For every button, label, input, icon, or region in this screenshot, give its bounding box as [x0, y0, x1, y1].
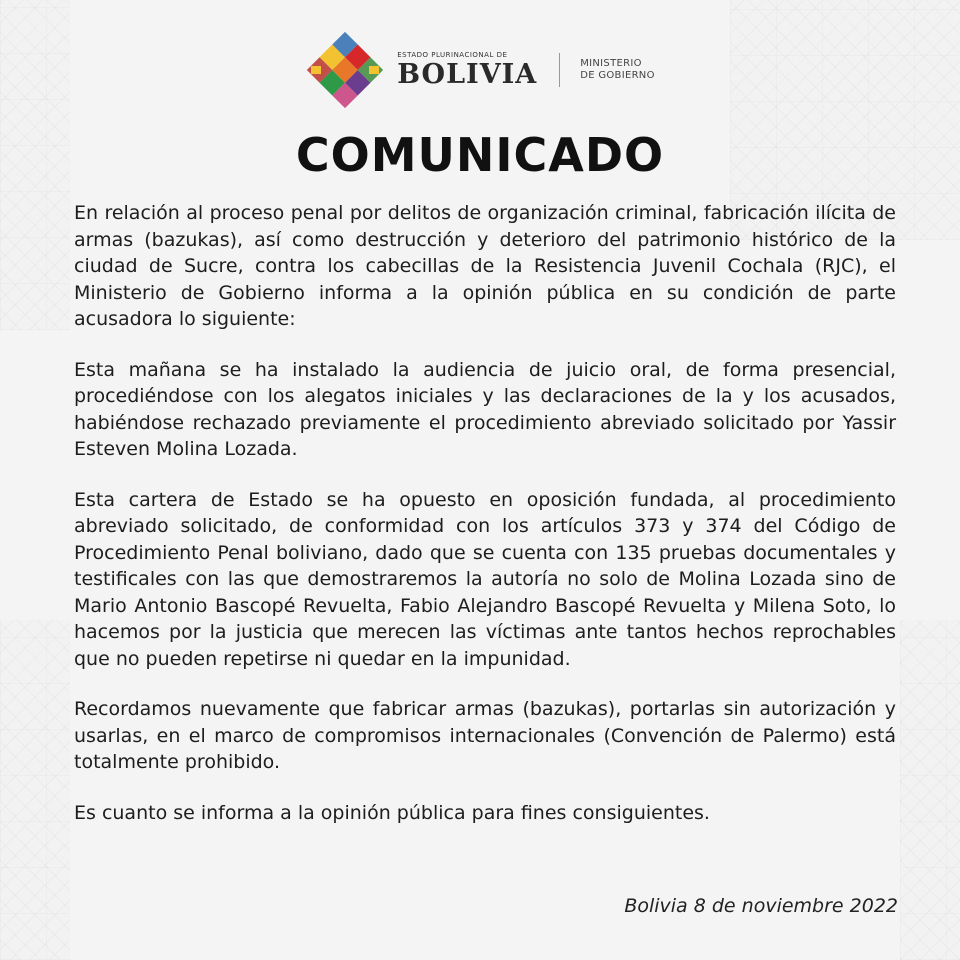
- brand-subtitle: ESTADO PLURINACIONAL DE: [397, 51, 508, 59]
- date-line: Bolivia 8 de noviembre 2022: [624, 895, 898, 917]
- paragraph-3: Esta cartera de Estado se ha opuesto en oposición fundada, al procedimiento abreviado solicitado, de conformidad con los artículos 373 y 374 del Código de Procedimiento Penal boliviano, dado que se cuenta con 135 pruebas documentales y testificales con las que demostraremos la autoría no solo de Molina Lozada sino de Mario Antonio Bascopé Revuelta, Fabio Alejandro Bascopé Revuelta y Milena Soto, lo hacemos por la justicia que merecen las víctimas ante tantos hechos reprochables que no pueden repetirse ni quedar en la impunidad.: [74, 488, 896, 670]
- paragraph-5: Es cuanto se informa a la opinión pública para fines consiguientes.: [74, 801, 710, 824]
- logo-divider: [559, 53, 560, 87]
- decorative-pattern-left-bottom: [0, 620, 70, 960]
- ministry-line-1: MINISTERIO: [580, 58, 642, 69]
- paragraph-2: Esta mañana se ha instalado la audiencia de juicio oral, de forma presencial, procediéndose con los alegatos iniciales y las declaraciones de la y los acusados, habiéndose rechazado previamente el procedimiento abreviado solicitado por Yassir Esteven Molina Lozada.: [74, 358, 896, 460]
- ministry-label: [580, 58, 655, 82]
- decorative-pattern-right-bottom: [900, 620, 960, 960]
- page-title: COMUNICADO: [295, 128, 665, 182]
- bolivia-emblem-icon: [305, 30, 385, 110]
- ministry-line-2: DE GOBIERNO: [580, 70, 655, 81]
- brand-wordmark: [397, 52, 537, 88]
- paragraph-4: Recordamos nuevamente que fabricar armas (bazukas), portarlas sin autorización y usarlas, en el marco de compromisos internacionales (Convención de Palermo) está totalmente prohibido.: [74, 698, 896, 773]
- header-logo: [0, 30, 960, 110]
- communique-body: [74, 200, 896, 850]
- brand-name: BOLIVIA: [397, 59, 538, 90]
- paragraph-1: En relación al proceso penal por delitos de organización criminal, fabricación ilícita de armas (bazukas), así como destrucción y deterioro del patrimonio histórico de la ciudad de Sucre, contra los cabecillas de la Resistencia Juvenil Cochala (RJC), el Ministerio de Gobierno informa a la opinión pública en su condición de parte acusadora lo siguiente:: [74, 202, 896, 330]
